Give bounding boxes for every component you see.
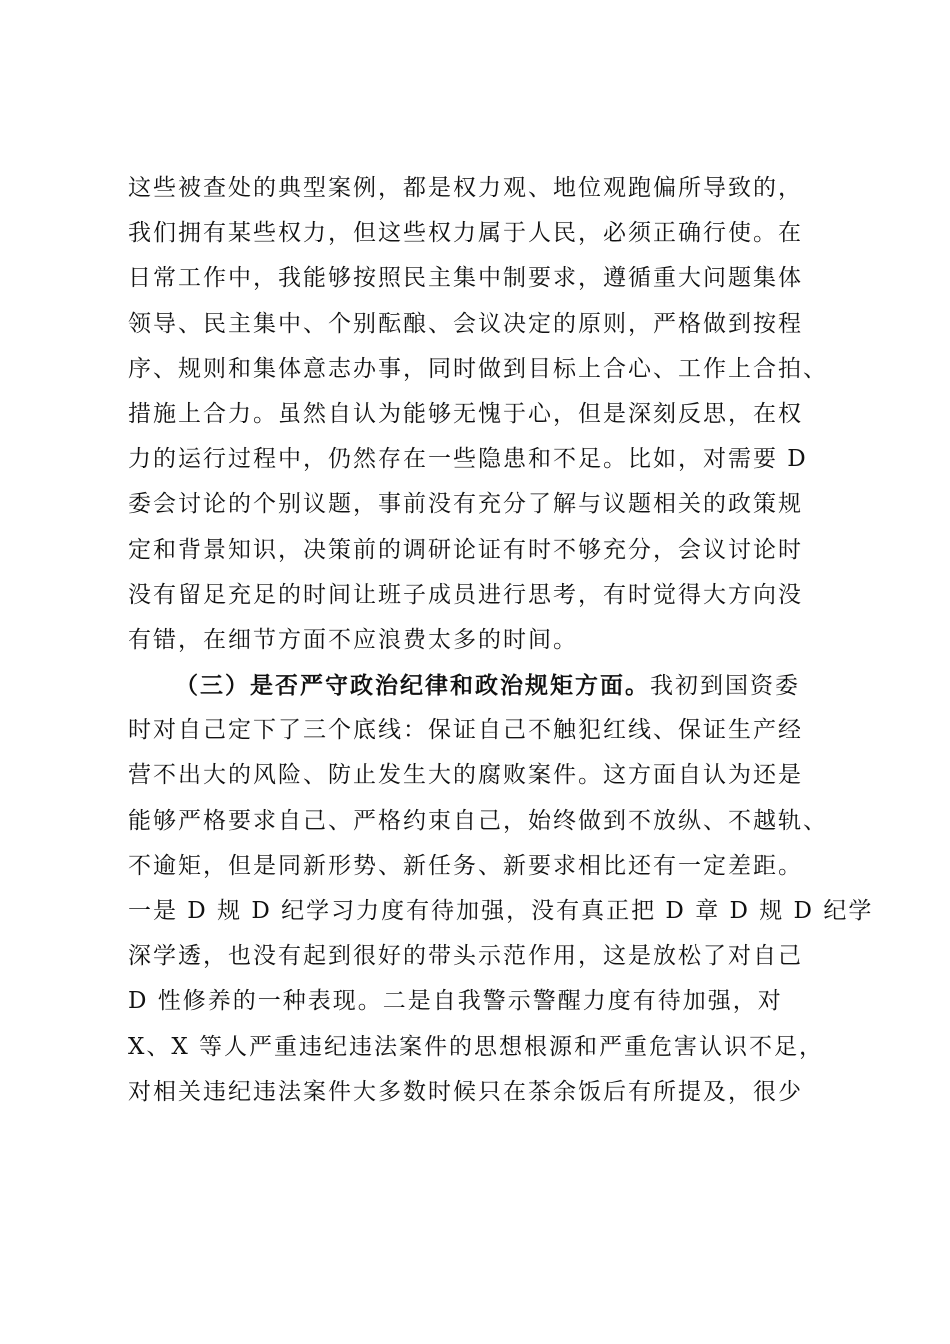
text-line: 措施上合力。虽然自认为能够无愧于心，但是深刻反思，在权: [128, 400, 803, 427]
text-line: 有错，在细节方面不应浪费太多的时间。: [128, 626, 578, 653]
body-text: [128, 166, 874, 1115]
text-line: 时对自己定下了三个底线：保证自己不触犯红线、保证生产经: [128, 717, 803, 744]
text-line: 领导、民主集中、个别酝酿、会议决定的原则，严格做到按程: [128, 310, 803, 337]
text-line: 能够严格要求自己、严格约束自己，始终做到不放纵、不越轨、: [128, 807, 828, 834]
text-line: 对相关违纪违法案件大多数时候只在茶余饭后有所提及，很少: [128, 1078, 803, 1105]
text-line: 日常工作中，我能够按照民主集中制要求，遵循重大问题集体: [128, 265, 803, 292]
text-line: 力的运行过程中，仍然存在一些隐患和不足。比如，对需要 D: [128, 446, 808, 473]
section-heading-rest: 我初到国资委: [650, 673, 800, 700]
text-line: 不逾矩，但是同新形势、新任务、新要求相比还有一定差距。: [128, 852, 803, 879]
text-line: 营不出大的风险、防止发生大的腐败案件。这方面自认为还是: [128, 762, 803, 789]
text-line: D 性修养的一种表现。二是自我警示警醒力度有待加强，对: [128, 988, 783, 1015]
text-line: 深学透，也没有起到很好的带头示范作用，这是放松了对自己: [128, 943, 803, 970]
text-line: 这些被查处的典型案例，都是权力观、地位观跑偏所导致的，: [128, 175, 803, 201]
section-heading-line: [128, 663, 838, 708]
section-heading: （三）是否严守政治纪律和政治规矩方面。: [175, 672, 650, 700]
text-line: 一是 D 规 D 纪学习力度有待加强，没有真正把 D 章 D 规 D 纪学: [128, 898, 874, 924]
text-line: 序、规则和集体意志办事，同时做到目标上合心、工作上合拍、: [128, 355, 828, 382]
text-line: X、X 等人严重违纪违法案件的思想根源和严重危害认识不足，: [128, 1033, 825, 1060]
text-line: 定和背景知识，决策前的调研论证有时不够充分，会议讨论时: [128, 536, 803, 563]
text-line: 委会讨论的个别议题，事前没有充分了解与议题相关的政策规: [128, 491, 803, 518]
text-line: 没有留足充足的时间让班子成员进行思考，有时觉得大方向没: [128, 581, 803, 608]
text-line: 我们拥有某些权力，但这些权力属于人民，必须正确行使。在: [128, 220, 803, 247]
